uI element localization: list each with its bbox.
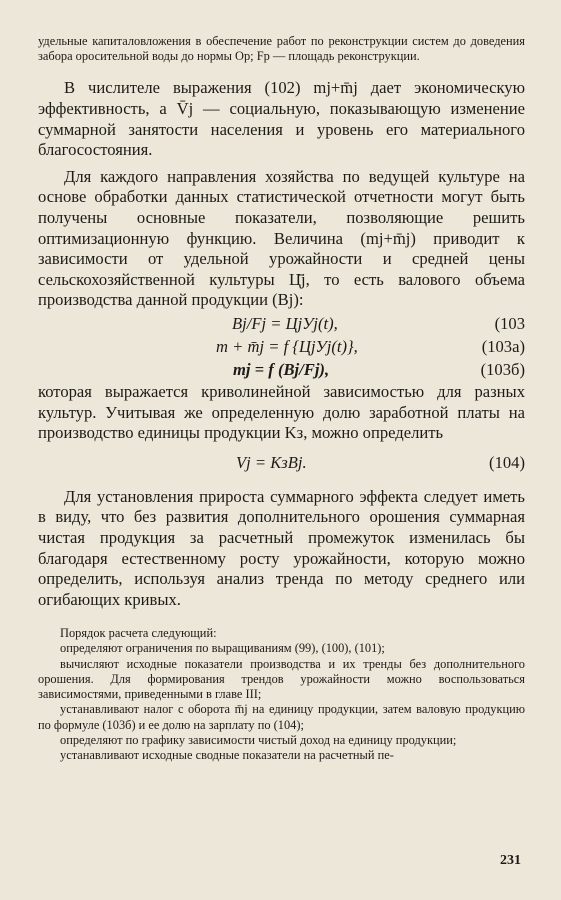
page-number: 231 bbox=[500, 853, 521, 868]
procedure-step: определяют по графику зависимости чистый доход на единицу продукции; bbox=[60, 732, 457, 747]
procedure-step: устанавливают исходные сводные показатели на расчетный пе- bbox=[60, 747, 394, 762]
equation-expression: mj = f (Bj/Fj), bbox=[233, 359, 330, 379]
equation-number: (103б) bbox=[480, 359, 525, 379]
procedure-step: вычисляют исходные показатели производства и их тренды без дополнительного орошения. Для формирования трендов урожайности можно воспользоваться зависимостями, приведенными в главе III; bbox=[38, 656, 525, 702]
equation-104 bbox=[38, 452, 525, 473]
top-paragraph: удельные капиталовложения в обеспечение работ по реконструкции систем до доведения забора оросительной воды до нормы Oр; Fр — площадь реконструкции. bbox=[38, 34, 525, 64]
procedure-heading: Порядок расчета следующий: bbox=[60, 626, 217, 641]
paragraph-3: которая выражается криволинейной зависимостью для разных культур. Учитывая же определенную долю заработной платы на производство единицы продукции Kз, можно определить bbox=[38, 381, 525, 443]
equation-103 bbox=[38, 313, 525, 334]
equation-expression: m + m̄j = f {ЦjУj(t)}, bbox=[216, 336, 358, 356]
paragraph-2: Для каждого направления хозяйства по ведущей культуре на основе обработки данных статистической отчетности могут быть получены основные показатели, позволяющие решить оптимизационную функцию. Величина (mj+m̄j) приводит к зависимости от удельной урожайности и средней цены сельскохозяйственной культуры Ц̄j, то есть валового объема производства данной продукции (Bj): bbox=[38, 166, 525, 310]
equation-expression: Vj = KзBj. bbox=[236, 452, 307, 472]
equation-103b bbox=[38, 359, 525, 380]
equation-103a bbox=[38, 336, 525, 357]
paragraph-1: В числителе выражения (102) mj+m̄j дает экономическую эффективность, а V̄j — социальную, показывающую изменение суммарной занятости населения и уровень его материального благосостояния. bbox=[38, 78, 525, 160]
procedure-list bbox=[38, 626, 525, 763]
procedure-step: устанавливают налог с оборота m̄j на единицу продукции, затем валовую продукцию по формуле (103б) и ее долю на зарплату по (104); bbox=[38, 702, 525, 732]
procedure-step: определяют ограничения по выращиваниям (99), (100), (101); bbox=[60, 641, 385, 656]
paragraph-4: Для установления прироста суммарного эффекта следует иметь в виду, что без развития дополнительного орошения суммарная чистая продукция за расчетный промежуток изменилась бы благодаря естественному росту урожайности, которую можно определить, используя анализ тренда по методу среднего или огибающих кривых. bbox=[38, 486, 525, 609]
equation-expression: Bj/Fj = ЦjУj(t), bbox=[232, 313, 338, 333]
equation-number: (103a) bbox=[481, 336, 525, 356]
equation-number: (104) bbox=[489, 452, 525, 472]
equation-number: (103 bbox=[494, 313, 525, 333]
